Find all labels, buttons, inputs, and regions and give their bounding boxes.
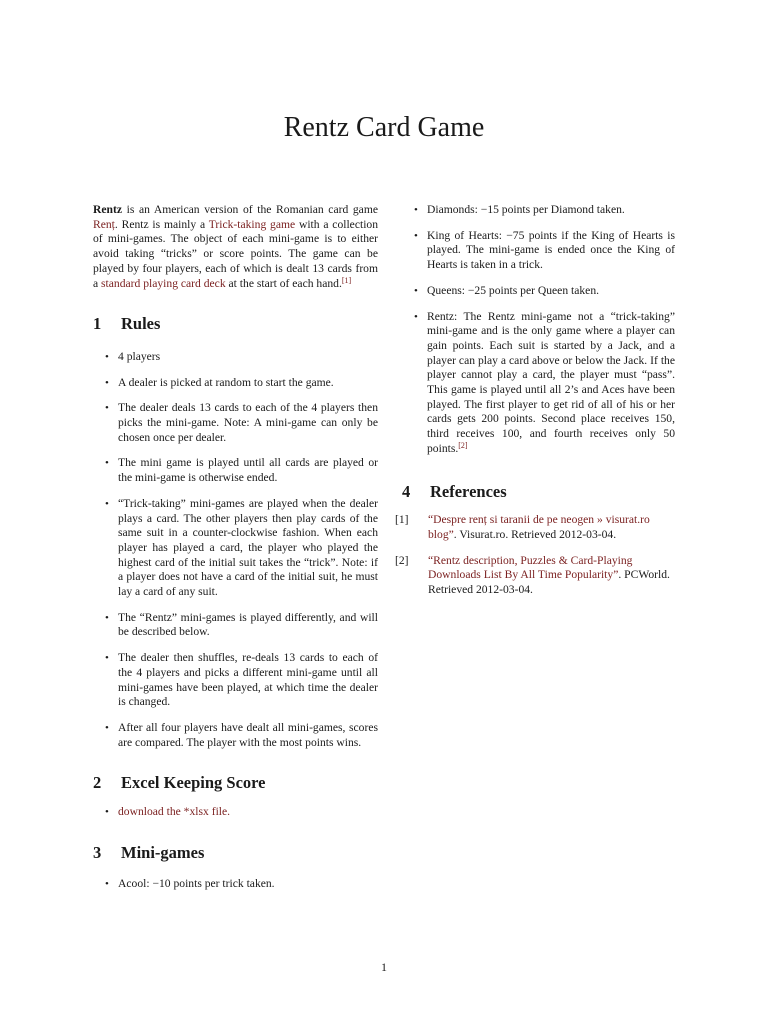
intro-text-4: at the start of each hand. — [225, 276, 342, 290]
rentz-item-text: Rentz: The Rentz mini-game not a “trick-taking” mini-game and is the only game where a player can gain points. Each suit is started by a Jack, and a player can play a card above or below the Jack. If the player cannot play a card, the player must “pass”. This game is played until all 2’s and Aces have been played. The first player to get rid of all of his or her cards gets 200 points. Second place receives 150, third receives 100, and fourth receives only 50 points. — [427, 309, 675, 455]
section-title: References — [430, 481, 507, 501]
intro-term: Rentz — [93, 203, 122, 216]
list-item: • The dealer then shuffles, re-deals 13 cards to each of the 4 players and picks a different mini-game until all mini-games have been played, at which time the dealer is changed. — [93, 651, 378, 710]
section-heading-minigames — [93, 842, 378, 862]
citation-2[interactable]: [2] — [458, 440, 468, 450]
section-title: Rules — [121, 314, 161, 334]
reference-item — [395, 513, 675, 542]
intro-paragraph — [93, 203, 378, 291]
list-item: • King of Hearts: −75 points if the King of Hearts is played. The mini-game is ended once the King of Hearts is taken in a trick. — [402, 229, 675, 273]
list-item — [93, 805, 378, 820]
intro-text-3: with a collection of mini-games. The object of each mini-game is to either avoid taking “tricks” or score points. The game can be played by four players, each of which is dealt 13 cards from a — [93, 217, 379, 290]
intro-text-1: is an American version of the Romanian card game — [121, 203, 378, 216]
list-item: • After all four players have dealt all mini-games, scores are compared. The player with the most points wins. — [93, 721, 378, 750]
reference-number: [1] — [395, 513, 409, 527]
section-title: Excel Keeping Score — [121, 773, 266, 793]
section-heading-excel — [93, 773, 378, 793]
references-list — [395, 513, 675, 598]
section-number: 4 — [402, 481, 411, 501]
section-heading-rules — [93, 314, 378, 334]
section-heading-references — [402, 481, 675, 501]
link-rent[interactable]: Renț — [93, 217, 115, 231]
list-item: • 4 players — [93, 350, 378, 365]
reference-link[interactable]: “Rentz description, Puzzles & Card-Playing Downloads List By All Time Popularity” — [428, 553, 633, 582]
minigames-list-right — [402, 203, 675, 457]
list-item: • The mini game is played until all cards are played or the mini-game is otherwise ended. — [93, 456, 378, 485]
section-number: 3 — [93, 842, 102, 862]
list-item: • Diamonds: −15 points per Diamond taken. — [402, 203, 675, 218]
list-item: • Acool: −10 points per trick taken. — [93, 877, 378, 892]
link-standard-deck[interactable]: standard playing card deck — [101, 276, 226, 290]
intro-text-2: . Rentz is mainly a — [114, 217, 209, 231]
left-column — [93, 203, 378, 891]
list-item: • “Trick-taking” mini-games are played when the dealer plays a card. The other players then play cards of the same suit in a counter-clockwise fashion. When each player has played a card, the player who played the highest card of the initial suit takes the “trick”. Note: if a player does not have a card of the initial suit, he must lay a card of any suit. — [93, 497, 378, 600]
reference-item — [395, 553, 675, 598]
minigames-list-left — [93, 877, 378, 892]
section-number: 2 — [93, 773, 102, 793]
excel-list — [93, 805, 378, 820]
page-number: 1 — [381, 960, 387, 974]
reference-link[interactable]: “Despre renț si taranii de pe neogen » visurat.ro blog” — [428, 513, 650, 541]
list-item: • The “Rentz” mini-games is played differently, and will be described below. — [93, 611, 378, 640]
rules-list — [93, 350, 378, 750]
right-column — [395, 203, 675, 598]
link-trick-taking-game[interactable]: Trick-taking game — [208, 217, 296, 231]
section-title: Mini-games — [121, 842, 205, 862]
reference-source: . PCWorld. Retrieved 2012-03-04. — [428, 568, 670, 597]
list-item: • Queens: −25 points per Queen taken. — [402, 284, 675, 299]
list-item — [402, 310, 675, 457]
reference-source: . Visurat.ro. Retrieved 2012-03-04. — [453, 527, 617, 541]
list-item: • A dealer is picked at random to start the game. — [93, 376, 378, 391]
page-title: Rentz Card Game — [283, 112, 485, 143]
citation-1[interactable]: [1] — [341, 275, 352, 285]
download-xlsx-link[interactable]: download the *xlsx file. — [118, 805, 231, 819]
list-item: • The dealer deals 13 cards to each of the 4 players then picks the mini-game. Note: A mini-game can only be chosen once per dealer. — [93, 401, 378, 445]
section-number: 1 — [93, 314, 102, 334]
reference-number: [2] — [395, 553, 409, 567]
